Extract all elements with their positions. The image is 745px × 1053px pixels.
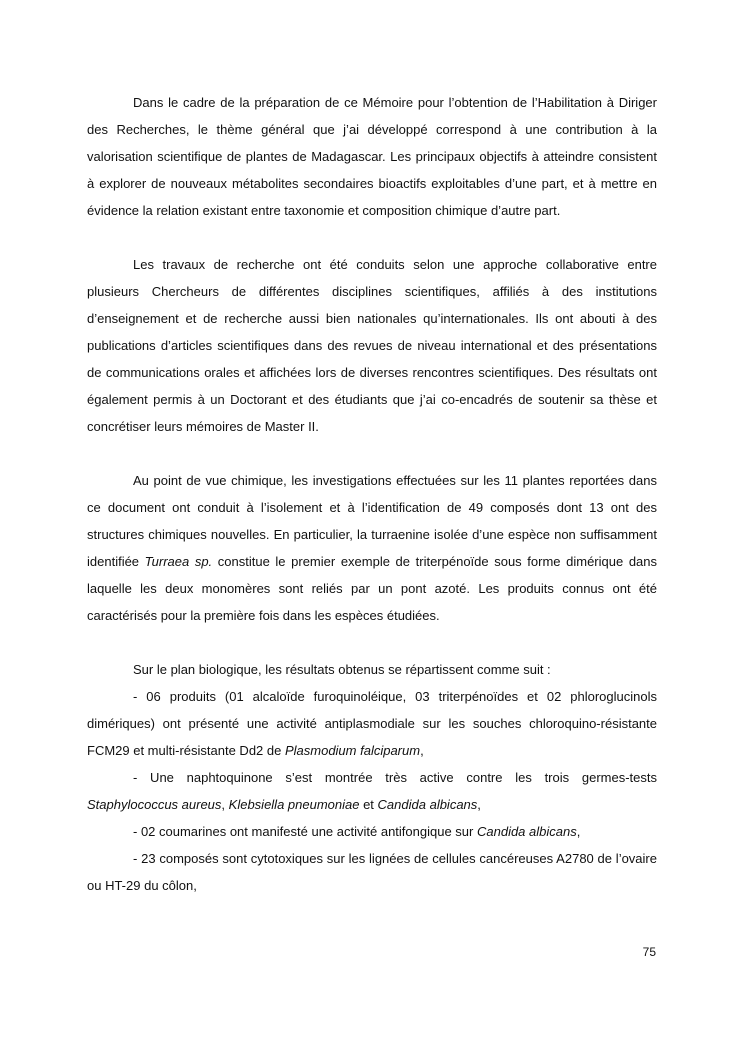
item-separator: , — [221, 797, 229, 812]
item-text: - Une naphtoquinone s’est montrée très active contre les trois germes-tests — [133, 770, 657, 785]
species-name-plasmodium: Plasmodium falciparum — [284, 743, 421, 758]
document-body — [87, 89, 657, 899]
species-name-candida: Candida albicans — [476, 824, 577, 839]
list-item-naphtoquinone — [87, 764, 657, 818]
item-text: - 02 coumarines ont manifesté une activité antifongique sur — [133, 824, 477, 839]
paragraph-chemistry — [87, 467, 657, 629]
item-separator: et — [359, 797, 378, 812]
chemistry-text-end: constitue le premier exemple de triterpénoïde sous forme dimérique dans laquelle les deux monomères sont reliés par un pont azoté. Les produits connus ont été caractérisés pour la première fois dans les espèces étudiées. — [87, 554, 658, 623]
species-name-candida: Candida albicans — [377, 797, 478, 812]
chemistry-text-start: Au point de vue chimique, les investigations effectuées sur les 11 plantes reportées dans ce document ont conduit à l’isolement et à l’identification de 49 composés dont 13 ont des structures chimiques nouvelles. En particulier, la turraenine isolée d’une espèce non suffisamment identifiée — [87, 473, 657, 569]
species-name-klebsiella: Klebsiella pneumoniae — [228, 797, 360, 812]
item-punct: , — [576, 824, 581, 839]
item-text: - 06 produits (01 alcaloïde furoquinoléique, 03 triterpénoïdes et 02 phloroglucinols dimériques) ont présenté une activité antiplasmodiale sur les souches chloroquino-résistante FCM29 et multi-résistante Dd2 de — [87, 689, 657, 758]
paragraph-collaboration: Les travaux de recherche ont été conduits selon une approche collaborative entre plusieurs Chercheurs de différentes disciplines scientifiques, affiliés à des institutions d’enseignement et de recherche aussi bien nationales qu’internationales. Ils ont abouti à des publications d’articles scientifiques dans des revues de niveau international et des présentations de communications orales et affichées lors de diverses rencontres scientifiques. Des résultats ont également permis à un Doctorant et des étudiants que j’ai co-encadrés de soutenir sa thèse et concrétiser leurs mémoires de Master II. — [87, 257, 657, 434]
list-item-coumarines — [87, 818, 657, 845]
paragraph-introduction: Dans le cadre de la préparation de ce Mémoire pour l’obtention de l’Habilitation à Diriger des Recherches, le thème général que j’ai développé correspond à une contribution à la valorisation scientifique de plantes de Madagascar. Les principaux objectifs à atteindre consistent à explorer de nouveaux métabolites secondaires bioactifs exploitables d’une part, et à mettre en évidence la relation existant entre taxonomie et composition chimique d’autre part. — [87, 95, 657, 218]
species-name-turraea: Turraea sp. — [144, 554, 213, 569]
page-number: 75 — [642, 945, 656, 959]
list-item-cytotoxic: - 23 composés sont cytotoxiques sur les lignées de cellules cancéreuses A2780 de l’ovaire ou HT-29 du côlon, — [87, 851, 657, 893]
species-name-staphylococcus: Staphylococcus aureus — [87, 797, 222, 812]
item-punct: , — [477, 797, 481, 812]
list-item-antiplasmodial — [87, 683, 657, 764]
item-punct: , — [420, 743, 424, 758]
paragraph-biology-intro: Sur le plan biologique, les résultats obtenus se répartissent comme suit : — [133, 662, 551, 677]
